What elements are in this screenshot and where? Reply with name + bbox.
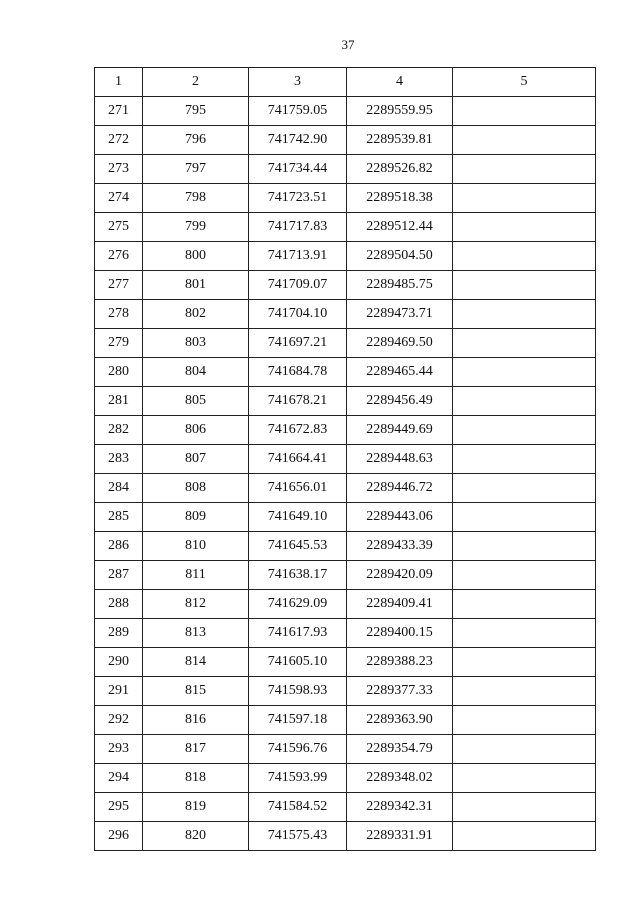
table-cell: 799 (143, 213, 249, 242)
table-cell: 2289446.72 (347, 474, 453, 503)
table-cell: 295 (95, 793, 143, 822)
table-cell: 814 (143, 648, 249, 677)
table-cell: 2289433.39 (347, 532, 453, 561)
table-cell: 2289354.79 (347, 735, 453, 764)
column-header: 4 (347, 68, 453, 97)
table-cell: 820 (143, 822, 249, 851)
table-cell: 815 (143, 677, 249, 706)
table-cell: 2289456.49 (347, 387, 453, 416)
table-cell: 2289400.15 (347, 619, 453, 648)
table-row (95, 561, 596, 590)
table-cell: 2289539.81 (347, 126, 453, 155)
table-cell: 278 (95, 300, 143, 329)
table-cell: 809 (143, 503, 249, 532)
table-cell: 813 (143, 619, 249, 648)
table-cell: 805 (143, 387, 249, 416)
table-cell: 811 (143, 561, 249, 590)
table-cell: 2289526.82 (347, 155, 453, 184)
table-cell: 280 (95, 358, 143, 387)
table-cell: 741717.83 (249, 213, 347, 242)
table-cell (453, 474, 596, 503)
table-row (95, 474, 596, 503)
table-row (95, 300, 596, 329)
table-cell: 2289348.02 (347, 764, 453, 793)
table-cell (453, 329, 596, 358)
table-cell: 2289504.50 (347, 242, 453, 271)
table-row (95, 387, 596, 416)
table-cell: 2289465.44 (347, 358, 453, 387)
table-cell (453, 706, 596, 735)
table-cell (453, 793, 596, 822)
table-row (95, 822, 596, 851)
table-row (95, 329, 596, 358)
table-cell: 272 (95, 126, 143, 155)
table-row (95, 358, 596, 387)
table-cell: 741709.07 (249, 271, 347, 300)
table-cell: 277 (95, 271, 143, 300)
table-cell: 2289473.71 (347, 300, 453, 329)
table-cell: 819 (143, 793, 249, 822)
table-cell (453, 677, 596, 706)
table-cell: 279 (95, 329, 143, 358)
table-row (95, 590, 596, 619)
page-number: 37 (341, 37, 355, 52)
table-row (95, 619, 596, 648)
table-cell: 800 (143, 242, 249, 271)
table-cell: 296 (95, 822, 143, 851)
table-row (95, 735, 596, 764)
table-cell: 741678.21 (249, 387, 347, 416)
table-cell: 741742.90 (249, 126, 347, 155)
column-header: 3 (249, 68, 347, 97)
table-cell: 803 (143, 329, 249, 358)
table-cell: 812 (143, 590, 249, 619)
table-cell: 798 (143, 184, 249, 213)
table-cell (453, 387, 596, 416)
table-cell: 284 (95, 474, 143, 503)
table-cell (453, 213, 596, 242)
table-cell: 741723.51 (249, 184, 347, 213)
table-cell: 741704.10 (249, 300, 347, 329)
table-cell: 290 (95, 648, 143, 677)
table-cell: 273 (95, 155, 143, 184)
table-cell (453, 561, 596, 590)
table-row (95, 271, 596, 300)
table-cell: 2289469.50 (347, 329, 453, 358)
table-cell: 286 (95, 532, 143, 561)
table-cell: 741596.76 (249, 735, 347, 764)
table-cell: 2289512.44 (347, 213, 453, 242)
table-cell: 274 (95, 184, 143, 213)
table-cell: 2289518.38 (347, 184, 453, 213)
table-cell: 741598.93 (249, 677, 347, 706)
table-cell: 281 (95, 387, 143, 416)
table-row (95, 213, 596, 242)
column-header: 1 (95, 68, 143, 97)
table-cell: 741593.99 (249, 764, 347, 793)
table-cell (453, 648, 596, 677)
table-cell: 802 (143, 300, 249, 329)
table-cell: 741684.78 (249, 358, 347, 387)
table-cell: 741638.17 (249, 561, 347, 590)
table-row (95, 445, 596, 474)
table-cell: 810 (143, 532, 249, 561)
table-cell: 285 (95, 503, 143, 532)
table-cell (453, 416, 596, 445)
table-cell: 818 (143, 764, 249, 793)
table-cell: 741597.18 (249, 706, 347, 735)
table-cell: 741656.01 (249, 474, 347, 503)
table-cell: 741734.44 (249, 155, 347, 184)
table-cell: 806 (143, 416, 249, 445)
table-cell: 741645.53 (249, 532, 347, 561)
table-row (95, 793, 596, 822)
table-row (95, 706, 596, 735)
table-row (95, 184, 596, 213)
table-cell: 2289342.31 (347, 793, 453, 822)
table-cell: 741697.21 (249, 329, 347, 358)
table-cell: 808 (143, 474, 249, 503)
table-cell: 741672.83 (249, 416, 347, 445)
table-cell (453, 619, 596, 648)
table-cell: 2289448.63 (347, 445, 453, 474)
table-cell: 801 (143, 271, 249, 300)
table-cell: 741584.52 (249, 793, 347, 822)
table-cell (453, 184, 596, 213)
table-cell: 817 (143, 735, 249, 764)
table-cell: 807 (143, 445, 249, 474)
table-cell (453, 155, 596, 184)
table-cell: 816 (143, 706, 249, 735)
table-cell (453, 590, 596, 619)
table-cell: 741664.41 (249, 445, 347, 474)
coordinates-table (94, 67, 596, 851)
table-cell: 282 (95, 416, 143, 445)
table-cell: 2289363.90 (347, 706, 453, 735)
table-cell: 2289388.23 (347, 648, 453, 677)
table-cell: 289 (95, 619, 143, 648)
table-row (95, 677, 596, 706)
table-row (95, 126, 596, 155)
table-cell: 2289409.41 (347, 590, 453, 619)
table-row (95, 416, 596, 445)
table-row (95, 648, 596, 677)
table-cell: 797 (143, 155, 249, 184)
table-row (95, 764, 596, 793)
table-cell: 291 (95, 677, 143, 706)
table-cell (453, 735, 596, 764)
table-cell (453, 300, 596, 329)
table-cell (453, 822, 596, 851)
table-cell: 2289331.91 (347, 822, 453, 851)
table-cell: 276 (95, 242, 143, 271)
table-cell: 741649.10 (249, 503, 347, 532)
table-cell: 741713.91 (249, 242, 347, 271)
table-cell (453, 532, 596, 561)
table-cell: 2289559.95 (347, 97, 453, 126)
table-cell: 271 (95, 97, 143, 126)
table-cell: 2289443.06 (347, 503, 453, 532)
table-cell (453, 271, 596, 300)
table-cell: 741605.10 (249, 648, 347, 677)
table-cell: 2289420.09 (347, 561, 453, 590)
table-cell: 288 (95, 590, 143, 619)
table-cell: 796 (143, 126, 249, 155)
table-cell (453, 126, 596, 155)
table-cell (453, 445, 596, 474)
table-cell (453, 358, 596, 387)
table-row (95, 532, 596, 561)
table-row (95, 242, 596, 271)
table-cell: 292 (95, 706, 143, 735)
table-cell: 287 (95, 561, 143, 590)
column-header: 5 (453, 68, 596, 97)
table-cell (453, 242, 596, 271)
table-row (95, 503, 596, 532)
table-cell: 795 (143, 97, 249, 126)
table-cell (453, 764, 596, 793)
table-cell: 293 (95, 735, 143, 764)
table-row (95, 155, 596, 184)
table-cell: 2289377.33 (347, 677, 453, 706)
table-cell: 283 (95, 445, 143, 474)
column-header: 2 (143, 68, 249, 97)
table-row (95, 97, 596, 126)
table-cell (453, 97, 596, 126)
table-cell: 275 (95, 213, 143, 242)
table-cell: 294 (95, 764, 143, 793)
table-body (95, 97, 596, 851)
table-cell: 804 (143, 358, 249, 387)
table-cell: 2289449.69 (347, 416, 453, 445)
table-cell: 741575.43 (249, 822, 347, 851)
table-cell: 2289485.75 (347, 271, 453, 300)
table-cell: 741759.05 (249, 97, 347, 126)
table-cell (453, 503, 596, 532)
table-header-row (95, 68, 596, 97)
table-cell: 741629.09 (249, 590, 347, 619)
table-cell: 741617.93 (249, 619, 347, 648)
